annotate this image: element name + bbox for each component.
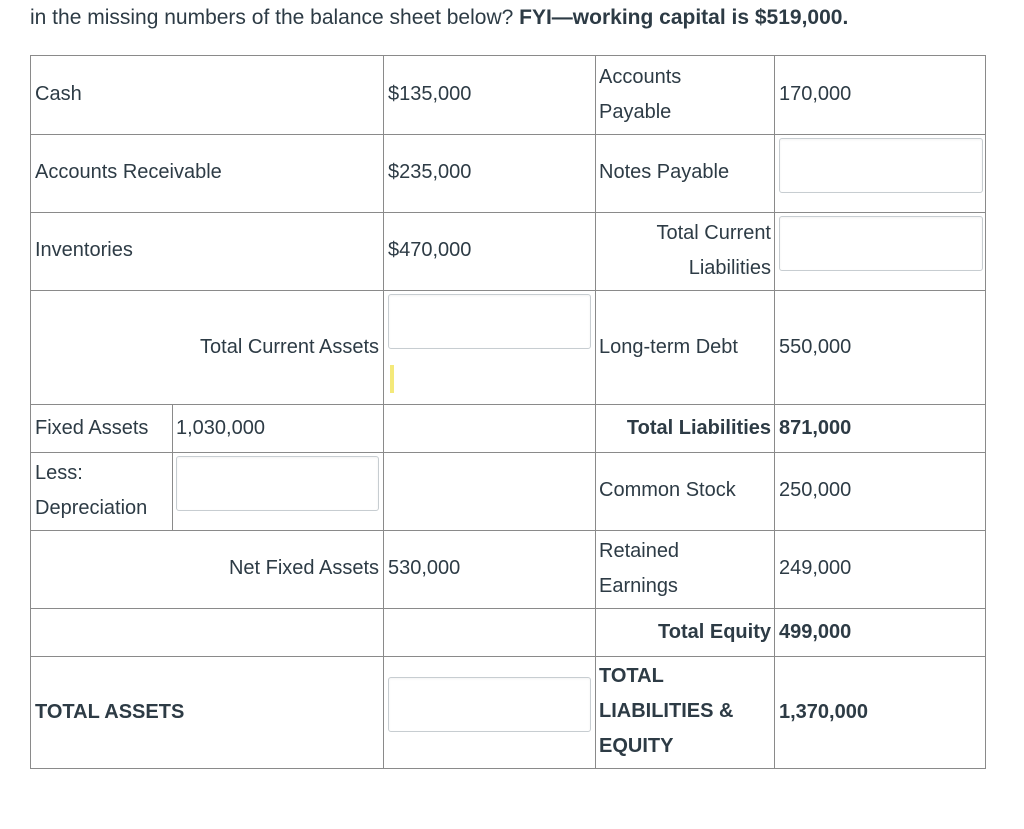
column-divider <box>383 56 384 768</box>
net-fixed-assets-value: 530,000 <box>388 557 461 579</box>
total-current-liabilities-label-line1: Total Current <box>656 222 771 244</box>
net-fixed-assets-label: Net Fixed Assets <box>228 557 379 579</box>
question-prefix: in the missing numbers of the balance sheet below? <box>30 6 514 29</box>
total-equity-value: 499,000 <box>779 621 852 643</box>
total-liabilities-equity-label-line3: EQUITY <box>599 735 674 757</box>
accounts-receivable-value: $235,000 <box>388 161 472 183</box>
accounts-receivable-label: Accounts Receivable <box>35 161 222 183</box>
row-divider <box>31 404 985 405</box>
total-current-liabilities-label-line2: Liabilities <box>688 257 771 279</box>
row-divider <box>31 656 985 657</box>
common-stock-value: 250,000 <box>779 479 852 501</box>
row-divider <box>31 452 985 453</box>
retained-earnings-label-line2: Earnings <box>599 575 678 597</box>
long-term-debt-label: Long-term Debt <box>599 336 738 358</box>
column-divider <box>774 56 775 768</box>
fixed-assets-value: 1,030,000 <box>176 417 265 439</box>
total-current-assets-input[interactable] <box>388 294 591 349</box>
accounts-payable-label-line2: Payable <box>599 101 672 123</box>
cash-label: Cash <box>35 83 82 105</box>
row-divider <box>31 212 985 213</box>
row-divider <box>31 134 985 135</box>
row-divider <box>31 608 985 609</box>
accounts-payable-label-line1: Accounts <box>599 66 682 88</box>
row-divider <box>31 530 985 531</box>
total-liabilities-equity-label-line1: TOTAL <box>599 665 664 687</box>
notes-payable-input[interactable] <box>779 138 983 193</box>
row-divider <box>31 290 985 291</box>
total-liabilities-equity-label-line2: LIABILITIES & <box>599 700 734 722</box>
total-assets-label: TOTAL ASSETS <box>35 701 185 723</box>
column-divider <box>172 404 173 530</box>
total-equity-label: Total Equity <box>658 621 771 643</box>
retained-earnings-value: 249,000 <box>779 557 852 579</box>
depreciation-label-line1: Less: <box>35 462 83 484</box>
total-liabilities-value: 871,000 <box>779 417 852 439</box>
depreciation-input[interactable] <box>176 456 379 511</box>
depreciation-label-line2: Depreciation <box>35 497 148 519</box>
total-assets-input[interactable] <box>388 677 591 732</box>
question-note: FYI—working capital is $519,000. <box>519 6 849 29</box>
inventories-value: $470,000 <box>388 239 472 261</box>
common-stock-label: Common Stock <box>599 479 736 501</box>
fixed-assets-label: Fixed Assets <box>35 417 149 439</box>
retained-earnings-label-line1: Retained <box>599 540 680 562</box>
total-current-liabilities-input[interactable] <box>779 216 983 271</box>
accounts-payable-value: 170,000 <box>779 83 852 105</box>
total-liabilities-equity-value: 1,370,000 <box>779 701 868 723</box>
column-divider <box>595 56 596 768</box>
total-current-assets-label: Total Current Assets <box>200 336 379 358</box>
inventories-label: Inventories <box>35 239 133 261</box>
notes-payable-label: Notes Payable <box>599 161 730 183</box>
total-liabilities-label: Total Liabilities <box>626 417 771 439</box>
question-text <box>30 6 848 30</box>
long-term-debt-value: 550,000 <box>779 336 852 358</box>
text-cursor-highlight <box>390 365 394 393</box>
cash-value: $135,000 <box>388 83 472 105</box>
